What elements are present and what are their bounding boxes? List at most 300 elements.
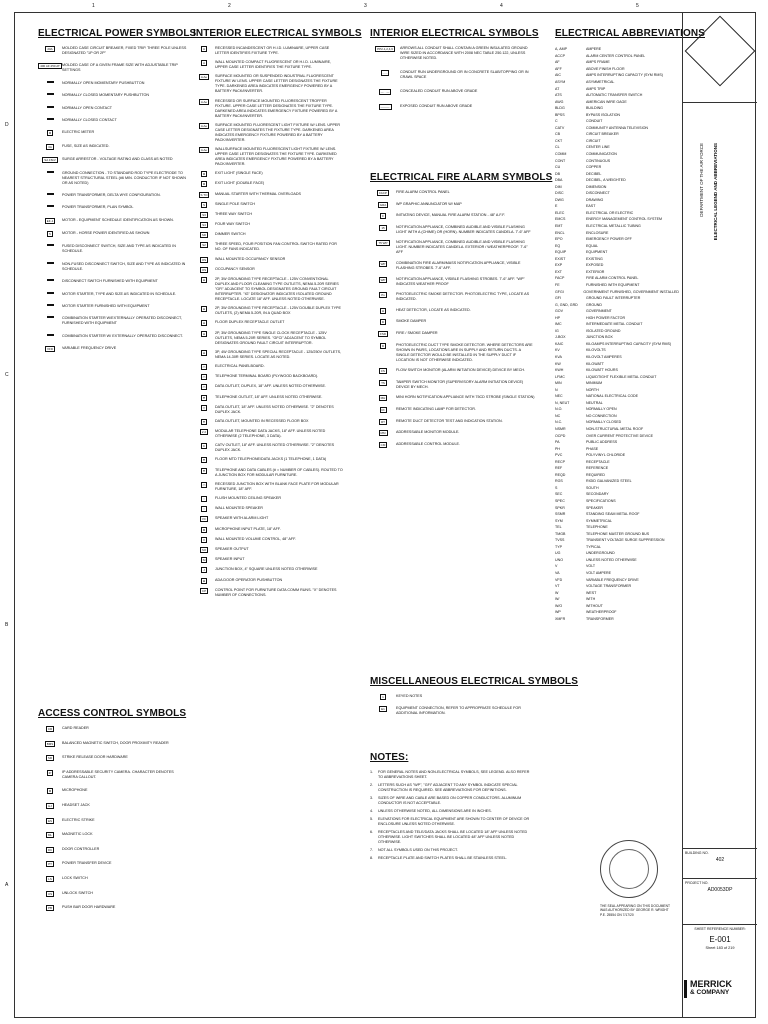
interior1-symbol-glyph: ⊖ [202,331,206,336]
interior1-row [193,331,343,346]
abbreviation-meaning: PHASE [586,446,599,451]
abbreviation-key: PA [555,440,560,445]
abbreviation-meaning: SPEAKER [586,505,603,510]
interior1-description: MODULAR TELEPHONE DATA JACKS, 18" AFF. UNLESS NOTED OTHERWISE (2 TELEPHONE, 3 DATA). [215,429,326,439]
power-row [38,292,188,297]
fire-symbol [370,225,396,231]
interior1-symbol [193,506,215,512]
interior1-row [193,277,343,302]
abbreviation-key: KWH [555,368,564,373]
fire-description: PHOTOELECTRIC DUCT TYPE SMOKE DETECTOR. WHERE DETECTORS ARE SHOWN IN PAIRS, LOCATIONS ARE IN SUPPLY AND RETURN DUCTS. A SINGLE DETECTOR WOULD BE INSTALLED IN THE SUPPLY DUCT IF LOCATION IS NOT OTHERWISE INDICATED. [396,342,533,362]
interior1-row [193,547,343,553]
interior1-description: DATA OUTLET, MOUNTED IN RECESSED FLOOR BOX [215,418,309,423]
interior1-symbol-glyph: C [202,444,206,449]
abbreviation-meaning: AUTOMATIC TRANSFER SWITCH [586,93,643,98]
access-description: LOCK SWITCH [62,875,88,880]
misc-symbol [370,694,396,700]
interior1-description: CONTROL POINT FOR FURNITURE DATA COMM RUNS. "X" DENOTES NUMBER OF CONNECTIONS. [215,587,337,597]
interior1-row [193,192,343,198]
access-row [38,726,188,732]
interior1-description: TELEPHONE TERMINAL BOARD (PLYWOOD BACKBOARD). [215,374,319,379]
interior1-row [193,202,343,208]
abbreviation-meaning: FURNISHED WITH EQUIPMENT [586,282,640,287]
fire-symbol [370,343,396,349]
abbreviation-key: SPKR [555,505,565,510]
abbreviation-key: KVA [555,354,562,359]
abbreviation-meaning: INTERMEDIATE METAL CONDUIT [586,322,643,327]
abbreviation-meaning: ASYMMETRICAL [586,80,615,84]
fire-description: ADDRESSABLE CONTROL MODULE. [396,441,460,446]
merrick-logo-mark [684,980,687,998]
power-description: MOTOR STARTER, TYPE AND SIZE AS INDICATED IN SCHEDULE. [62,291,177,296]
fire-row [370,368,535,374]
interior1-description: THREE WAY SWITCH [215,211,253,216]
access-row [38,803,188,809]
abbreviation-key: TEL [555,525,562,530]
interior1-description: SURFACE MOUNTED OR SUSPENDED INDUSTRIAL FLUORESCENT FIXTURE W/ LENS. UPPER CASE LETTER DESIGNATES THE FIXTURE TYPE. DARKENED AREA INDICATES EMERGENCY POWERED BY A BATTERY PACK/INVERTER. [215,74,338,94]
interior1-description: EXIT LIGHT (SINGLE FACE) [215,171,263,176]
abbreviation-meaning: NATIONAL ELECTRICAL CODE [586,394,638,399]
access-description: MAGNETIC LOCK [62,832,93,837]
abbreviation-meaning: PUBLIC ADDRESS [586,440,618,445]
abbreviation-meaning: COMMUNITY ANTENNA TELEVISION [586,125,648,130]
interior1-symbol-glyph: ⊖ [202,350,206,355]
interior2-symbol-glyph: - - - [382,71,388,75]
abbreviation-meaning: EXPOSED [586,263,604,268]
sheet-ref-label: SHEET REFERENCE NUMBER: [694,927,746,931]
abbreviation-key: N.C. [555,420,563,425]
fire-symbol [370,368,396,374]
misc-description: EQUIPMENT CONNECTION, REFER TO APPROPRIATE SCHEDULE FOR ADDITIONAL INFORMATION. [396,706,521,715]
interior1-symbol [193,181,215,187]
abbreviation-key: FE [555,282,560,287]
interior1-symbol [193,364,215,370]
interior1-symbol [193,429,215,435]
interior1-row [193,395,343,401]
interior1-symbol-glyph: S TO [200,192,208,197]
interior1-description: THREE SPEED, FOUR POSITION FAN CONTROL SWITCH RATED FOR NO. OF FANS INDICATED. [215,242,337,252]
power-row [38,81,188,86]
misc-row [370,706,535,716]
interior1-row [193,222,343,228]
note-number: 2. [370,783,374,787]
interior1-description: WALL MOUNTED SPEAKER [215,506,263,511]
abbreviation-meaning: RECEPTACLE [586,459,610,464]
interior1-description: WALL MOUNTED OCCUPANCY SENSOR [215,256,286,261]
interior1-row [193,171,343,177]
interior1-symbol-glyph: S4 [202,223,206,228]
interior1-symbol [193,232,215,238]
abbreviation-meaning: GROUND FAULT INTERRUPTER [586,296,641,301]
power-row [38,157,188,163]
fire-row [370,308,535,314]
note-text: ELEVATIONS FOR ELECTRICAL EQUIPMENT ARE SHOWN TO CENTER OF DEVICE OR ENCLOSURE UNLESS NOTED OTHERWISE. [378,817,530,826]
fire-symbol [370,430,396,436]
abbreviation-meaning: AMERICAN WIRE GAGE [586,99,627,104]
fire-symbol-glyph: 15 [381,225,385,230]
interior1-row [193,212,343,218]
access-symbol [38,832,62,838]
note-item [370,770,535,780]
interior1-symbol [193,496,215,502]
access-description: POWER TRANSFER DEVICE [62,861,112,866]
power-symbol [38,334,62,336]
power-symbol-glyph [47,244,54,246]
power-symbol [38,316,62,318]
fire-row [370,261,535,271]
fire-symbol [370,261,396,267]
interior1-symbol [193,405,215,411]
power-description: FUSED DISCONNECT SWITCH, SIZE AND TYPE AS INDICATED IN SCHEDULE. [62,244,176,254]
interior1-symbol-glyph: ⊗ [202,172,206,177]
misc-list [370,694,535,716]
fire-symbol [370,419,396,425]
abbreviation-meaning: ALARM CENTER CONTROL PANEL [586,53,646,58]
power-row [38,144,188,150]
abbreviation-key: KV [555,348,560,353]
access-symbol [38,891,62,897]
fire-symbol [370,190,396,196]
interior1-description: MICROPHONE INPUT PLATE, 18" AFF. [215,526,281,531]
interior1-symbol [193,306,215,312]
abbreviation-meaning: TRANSIENT VOLTAGE SURGE SUPPRESSION [586,538,665,543]
interior1-symbol [193,60,215,66]
note-text: LETTERS SUCH AS "WP", "GFI" ADJACENT TO ANY SYMBOL INDICATE SPECIAL CONSTRUCTION IS REQUIRED. SEE ABBREVIATIONS FOR DEFINITIONS. [378,783,518,792]
access-symbol-glyph: US [47,891,53,896]
interior1-symbol-glyph: ▽ [202,405,206,410]
fire-symbol-glyph: D [381,320,385,325]
access-symbol-glyph: ML [47,833,53,838]
interior1-symbol-glyph: OS [201,257,207,262]
interior2-description: ARROWS ALL CONDUIT SHALL CONTAIN A GREEN INSULATED GROUND WIRE SIZED IN ACCORDANCE WITH 2008 NEC TABLE 250.122, UNLESS OTHERWISE NOTED. [400,46,528,60]
abbreviation-key: A, AMP [555,47,567,52]
power-symbol [38,81,62,83]
power-symbol-glyph: M [48,131,52,136]
column-access [38,708,188,920]
power-symbol-glyph [47,279,54,281]
fire-symbol-glyph: GRA [379,202,387,207]
power-symbol-glyph: 400 AF 250 AT [40,64,60,69]
misc-symbol-glyph: E1 [381,707,385,711]
abbreviation-meaning: AMPS FRAME [586,60,610,65]
air-force-emblem [685,16,756,87]
power-row [38,279,188,284]
fire-symbol-glyph: CM [380,442,386,447]
interior1-description: JUNCTION BOX, 4" SQUARE UNLESS NOTED OTHERWISE [215,567,318,572]
building-no-label: BUILDING NO. [685,851,709,855]
interior2-description: EXPOSED CONDUIT RUN ABOVE GRADE [400,104,473,108]
abbreviation-meaning: GROUND [586,302,602,307]
interior1-description: 2P, 3W GROUNDING TYPE SINGLE CLOCK RECEPTACLE - 125V OUTLETS, NEMA 5-20R SERIES. "GFCI" ADJACENT TO SYMBOL DESIGNATES GROUND FAULT CIRCUIT INTERRUPTOR. [215,330,327,345]
fire-row [370,430,535,436]
interior1-symbol-glyph: ○ [203,497,205,501]
interior1-symbol-glyph: ▼ [202,468,206,473]
interior1-row [193,147,343,167]
access-symbol-glyph: PT [48,862,52,867]
interior1-description: EXIT LIGHT (DOUBLE FACE) [215,181,265,186]
fire-symbol [370,331,396,337]
grid-row-b: B [5,622,9,628]
interior1-description: DATA OUTLET, DUPLEX, 18" AFF. UNLESS NOTED OTHERWISE. [215,384,326,389]
interior2-row [370,104,535,110]
notes-title: NOTES: [370,752,409,763]
power-symbol [38,118,62,120]
access-row [38,832,188,838]
access-symbol-glyph: ES [47,818,52,823]
abbreviation-meaning: GOVERNMENT [586,309,612,314]
abbreviation-key: W/O [555,603,563,608]
interior1-description: RECESSED INCANDESCENT OR H.I.D. LUMINAIRE, UPPER CASE LETTER IDENTIFIES FIXTURE TYPE. [215,46,330,55]
title-cell [683,102,757,602]
abbreviation-key: EPO [555,237,563,242]
notes-list [370,770,535,861]
interior1-row [193,496,343,502]
interior1-symbol-glyph: ▭ [202,364,206,369]
power-symbol-glyph [47,106,54,108]
fire-description: SMOKE DAMPER [396,319,427,324]
interior1-description: TELEPHONE AND DATA CABLES (# = NUMBER OF CABLES). ROUTED TO A JUNCTION BOX FOR MODULAR FURNITURE. [215,467,343,477]
interior1-symbol [193,557,215,563]
fire-symbol-glyph: FSD [380,331,386,336]
interior2-description: CONDUIT RUN UNDERGROUND OR IN CONCRETE SLAB/TOPPING OR IN CRAWL SPACE [400,70,529,79]
fire-row [370,190,535,196]
access-description: CARD READER [62,726,89,730]
power-symbol-glyph [47,118,54,120]
abbreviation-key: KW [555,361,561,366]
fire-symbol-glyph: F [382,214,384,219]
fire-symbol-glyph: RT [381,419,385,424]
interior1-symbol [193,527,215,533]
abbreviation-meaning: SOUTH [586,485,599,490]
power-symbol-glyph: 3A [48,144,52,149]
building-cell [683,848,757,878]
access-row [38,891,188,897]
power-description: DISCONNECT SWITCH FURNISHED WITH EQUIPMENT [62,279,158,284]
column-power [38,28,197,360]
access-description: UNLOCK SWITCH [62,890,93,895]
abbreviation-key: AF [555,60,560,65]
interior1-row [193,537,343,543]
access-title: ACCESS CONTROL SYMBOLS [38,708,187,719]
abbreviation-key: RGS [555,479,563,484]
interior1-row [193,578,343,584]
interior1-symbol [193,516,215,522]
grid-row-c: C [5,372,9,378]
abbreviation-key: HP [555,315,560,320]
interior1-row [193,374,343,380]
abbreviation-key: CB [555,132,560,137]
abbreviation-key: EQ [555,243,561,248]
abbreviation-meaning: CIRCUIT [586,138,601,143]
access-symbol-glyph: SR [47,756,53,761]
grid-col-4: 4 [500,3,503,9]
abbreviation-meaning: HIGH POWER FACTOR [586,315,626,320]
power-description: SURGE ARRESTOR - VOLTAGE RATING AND CLASS AS NOTED [62,157,173,162]
access-description: ELECTRIC STRIKE [62,817,95,822]
note-item [370,856,535,861]
note-item [370,809,535,814]
power-symbol-glyph [47,81,54,83]
interior1-row [193,267,343,273]
power-symbol [38,46,62,52]
abbreviation-key: REQD [555,472,566,477]
access-symbol [38,803,62,809]
fire-row [370,240,535,255]
power-symbol-glyph: 20A [47,47,53,51]
access-row [38,876,188,882]
interior1-symbol [193,384,215,390]
abbreviation-meaning: REFERENCE [586,466,609,471]
power-symbol [38,262,62,264]
power-symbol [38,304,62,306]
interior2-row [370,70,535,80]
power-symbol-glyph [47,193,54,195]
interior1-symbol-glyph: ○ [203,507,205,512]
fire-symbol-glyph: RI [381,407,385,412]
fire-symbol [370,319,396,325]
interior1-symbol [193,588,215,594]
note-number: 7. [370,848,374,852]
abbreviation-key: GOV [555,309,563,314]
access-symbol-glyph: DC [47,847,53,852]
fire-description: REMOTE DUCT DETECTOR TEST AND INDICATION STATION. [396,418,503,423]
title-block [682,12,756,1018]
abbreviation-key: WP [555,610,561,615]
fire-symbol [370,442,396,448]
power-row [38,244,188,254]
note-item [370,817,535,827]
interior1-description: ELECTRICAL PANELBOARD. [215,363,265,368]
abbreviation-row [555,616,679,623]
interior1-description: WALLSURFACE MOUNTED FLUORESCENT LIGHT FIXTURE W/ LENS. UPPER CASE LETTER DESIGNATES THE FIXTURE TYPE. DARKENED AREA INDICATES EMERGENCY FIXTURE POWERED BY A BATTERY PACK/INVERTER. [215,146,337,166]
fire-description: TAMPER SWITCH MONITOR (SUPERVISORY ALARM INITIATION DEVICE) DEVICE BY MECH. [396,379,524,389]
access-row [38,905,188,911]
abbreviation-meaning: EQUAL [586,243,599,248]
fire-description: NOTIFICATION APPLIANCE, COMBINED AUDIBLE AND VISIBLE FLASHING LIGHT. NUMBER INDICATES CANDELA. EXTERIOR / WEATHERPROOF. 7'-6" AFF [396,240,528,255]
power-description: NORMALLY OPEN MOMENTARY PUSHBUTTON [62,80,145,85]
abbreviation-meaning: DECIBEL, A WEIGHTED [586,178,626,183]
interior1-symbol [193,443,215,449]
power-row [38,346,188,352]
interior1-description: DIMMER SWITCH [215,232,246,237]
access-row [38,847,188,853]
interior1-description: SURFACE MOUNTED FLUORESCENT LIGHT FIXTURE W/ LENS. UPPER CASE LETTER DESIGNATES THE FIXTURE TYPE. DARKENED AREA INDICATES EMERGENCY FIXTURE POWERED BY A BATTERY PACK/INVERTER. [215,122,341,142]
abbreviation-meaning: NORTH [586,387,599,392]
fire-symbol [370,292,396,298]
project-no-label: PROJECT NO. [685,881,709,885]
interior1-description: FLUSH MOUNTED CEILING SPEAKER [215,496,281,500]
interior1-description: 2P, 3W GROUNDING TYPE RECEPTACLE - 125V DOUBLE DUPLEX TYPE OUTLETS, (2) NEMA 5-20R, IN A QUAD BOX [215,306,341,316]
interior1-symbol-glyph: 2 2 [201,430,207,435]
interior1-symbol [193,46,215,52]
note-number: 6. [370,830,374,834]
abbreviation-meaning: EQUIPMENT [586,250,608,255]
interior1-description: CATV OUTLET, 18" AFF. UNLESS NOTED OTHERWISE. "2" DENOTES DUPLEX JACK. [215,443,335,453]
abbreviation-key: DBA [555,178,563,183]
abbreviation-meaning: WEATHERPROOF [586,610,617,615]
org-name: DEPARTMENT OF THE AIR FORCE [699,143,704,217]
abbreviation-meaning: SPECIFICATIONS [586,499,616,503]
abbreviation-meaning: KILOWATT HOURS [586,368,618,373]
interior1-row [193,482,343,492]
abbreviation-key: AFF [555,66,562,71]
abbreviation-key: BPSS [555,112,565,117]
interior1-description: ADA DOOR OPERATOR PUSHBUTTON [215,577,283,582]
abbreviation-meaning: BYPASS ISOLATION [586,112,621,117]
abbreviation-key: EXP [555,263,563,268]
access-row [38,788,188,794]
access-description: IP ADDRESSABLE SECURITY CAMERA. CHARACTER DENOTES CAMERA CALLOUT. [62,769,174,779]
interior1-symbol-glyph: V [202,537,205,542]
interior2-symbol [370,70,400,76]
power-row [38,218,188,224]
power-description: COMBINATION STARTER W/EXTERNALLY OPERATED DISCONNECT, FURNISHED WITH EQUIPMENT [62,316,182,326]
abbreviation-key: PVC [555,453,563,458]
abbreviation-meaning: WEST [586,590,597,595]
power-description: MOTOR STARTER FURNISHED WITH EQUIPMENT [62,304,150,309]
fire-symbol [370,308,396,314]
interior1-description: MANUAL STARTER WITH THERMAL OVERLOADS [215,191,301,196]
interior1-row [193,468,343,478]
interior1-symbol [193,537,215,543]
fire-symbol-glyph: 75 WP [378,241,388,246]
fire-symbol [370,407,396,413]
power-symbol [38,205,62,207]
power-symbol-glyph: EF-1 [46,218,54,223]
row-grid [3,12,13,1018]
interior1-symbol-glyph: A Ae [200,75,208,80]
interior1-description: SPEAKER WITH ALARM LIGHT [215,516,269,521]
abbreviation-meaning: KILOVOLTS [586,348,606,353]
abbreviation-meaning: TELEPHONE [586,525,608,530]
interior1-row [193,457,343,463]
abbreviation-meaning: DRAWING [586,197,604,202]
power-description: NORMALLY CLOSED CONTACT [62,117,117,122]
interior1-description: 3P, 4W GROUNDING TYPE SPECIAL RECEPTACLE - 125/250V OUTLETS, NEMA 14-30R SERIES. LOCATE AS NOTED. [215,349,342,359]
interior1-row [193,60,343,70]
fire-row [370,395,535,401]
power-row [38,63,188,73]
fire-symbol-glyph: FACP [379,191,387,195]
grid-col-2: 2 [228,3,231,9]
interior2-symbol-glyph: ——— [380,105,390,109]
seal-inner-ring [609,849,649,889]
firm-line-1: MERRICK [690,979,732,989]
interior1-symbol-glyph: ▭ [202,482,206,487]
abbreviation-meaning: EXISTING [586,256,603,261]
power-description: VARIABLE FREQUENCY DRIVE [62,346,117,351]
interior1-description: WALL MOUNTED COMPACT FLUORESCENT OR H.I.D. LUMINAIRE, UPPER CASE LETTER IDENTIFIES THE FIXTURE TYPE. [215,60,332,70]
interior1-symbol-glyph: ⊖ [202,278,206,282]
abbreviation-meaning: BUILDING [586,106,603,111]
interior1-symbol [193,419,215,425]
abbreviation-key: E [555,204,558,209]
access-description: DOOR CONTROLLER [62,846,100,851]
fire-symbol-glyph: D [381,343,385,348]
abbreviation-meaning: CENTER LINE [586,145,610,150]
note-text: RECEPTACLE PLATE AND SWITCH PLATES SHALL BE STAINLESS STEEL. [378,856,508,860]
interior1-symbol [193,277,215,283]
fire-row [370,277,535,287]
interior1-list [193,46,343,598]
interior2-symbol [370,46,400,52]
interior1-row [193,181,343,187]
abbreviation-key: NEC [555,394,563,399]
fire-symbol-glyph: FS [381,369,385,374]
abbreviation-key: C [555,119,558,124]
abbreviation-key: LFMC [555,374,565,379]
building-no: 402 [715,857,725,863]
